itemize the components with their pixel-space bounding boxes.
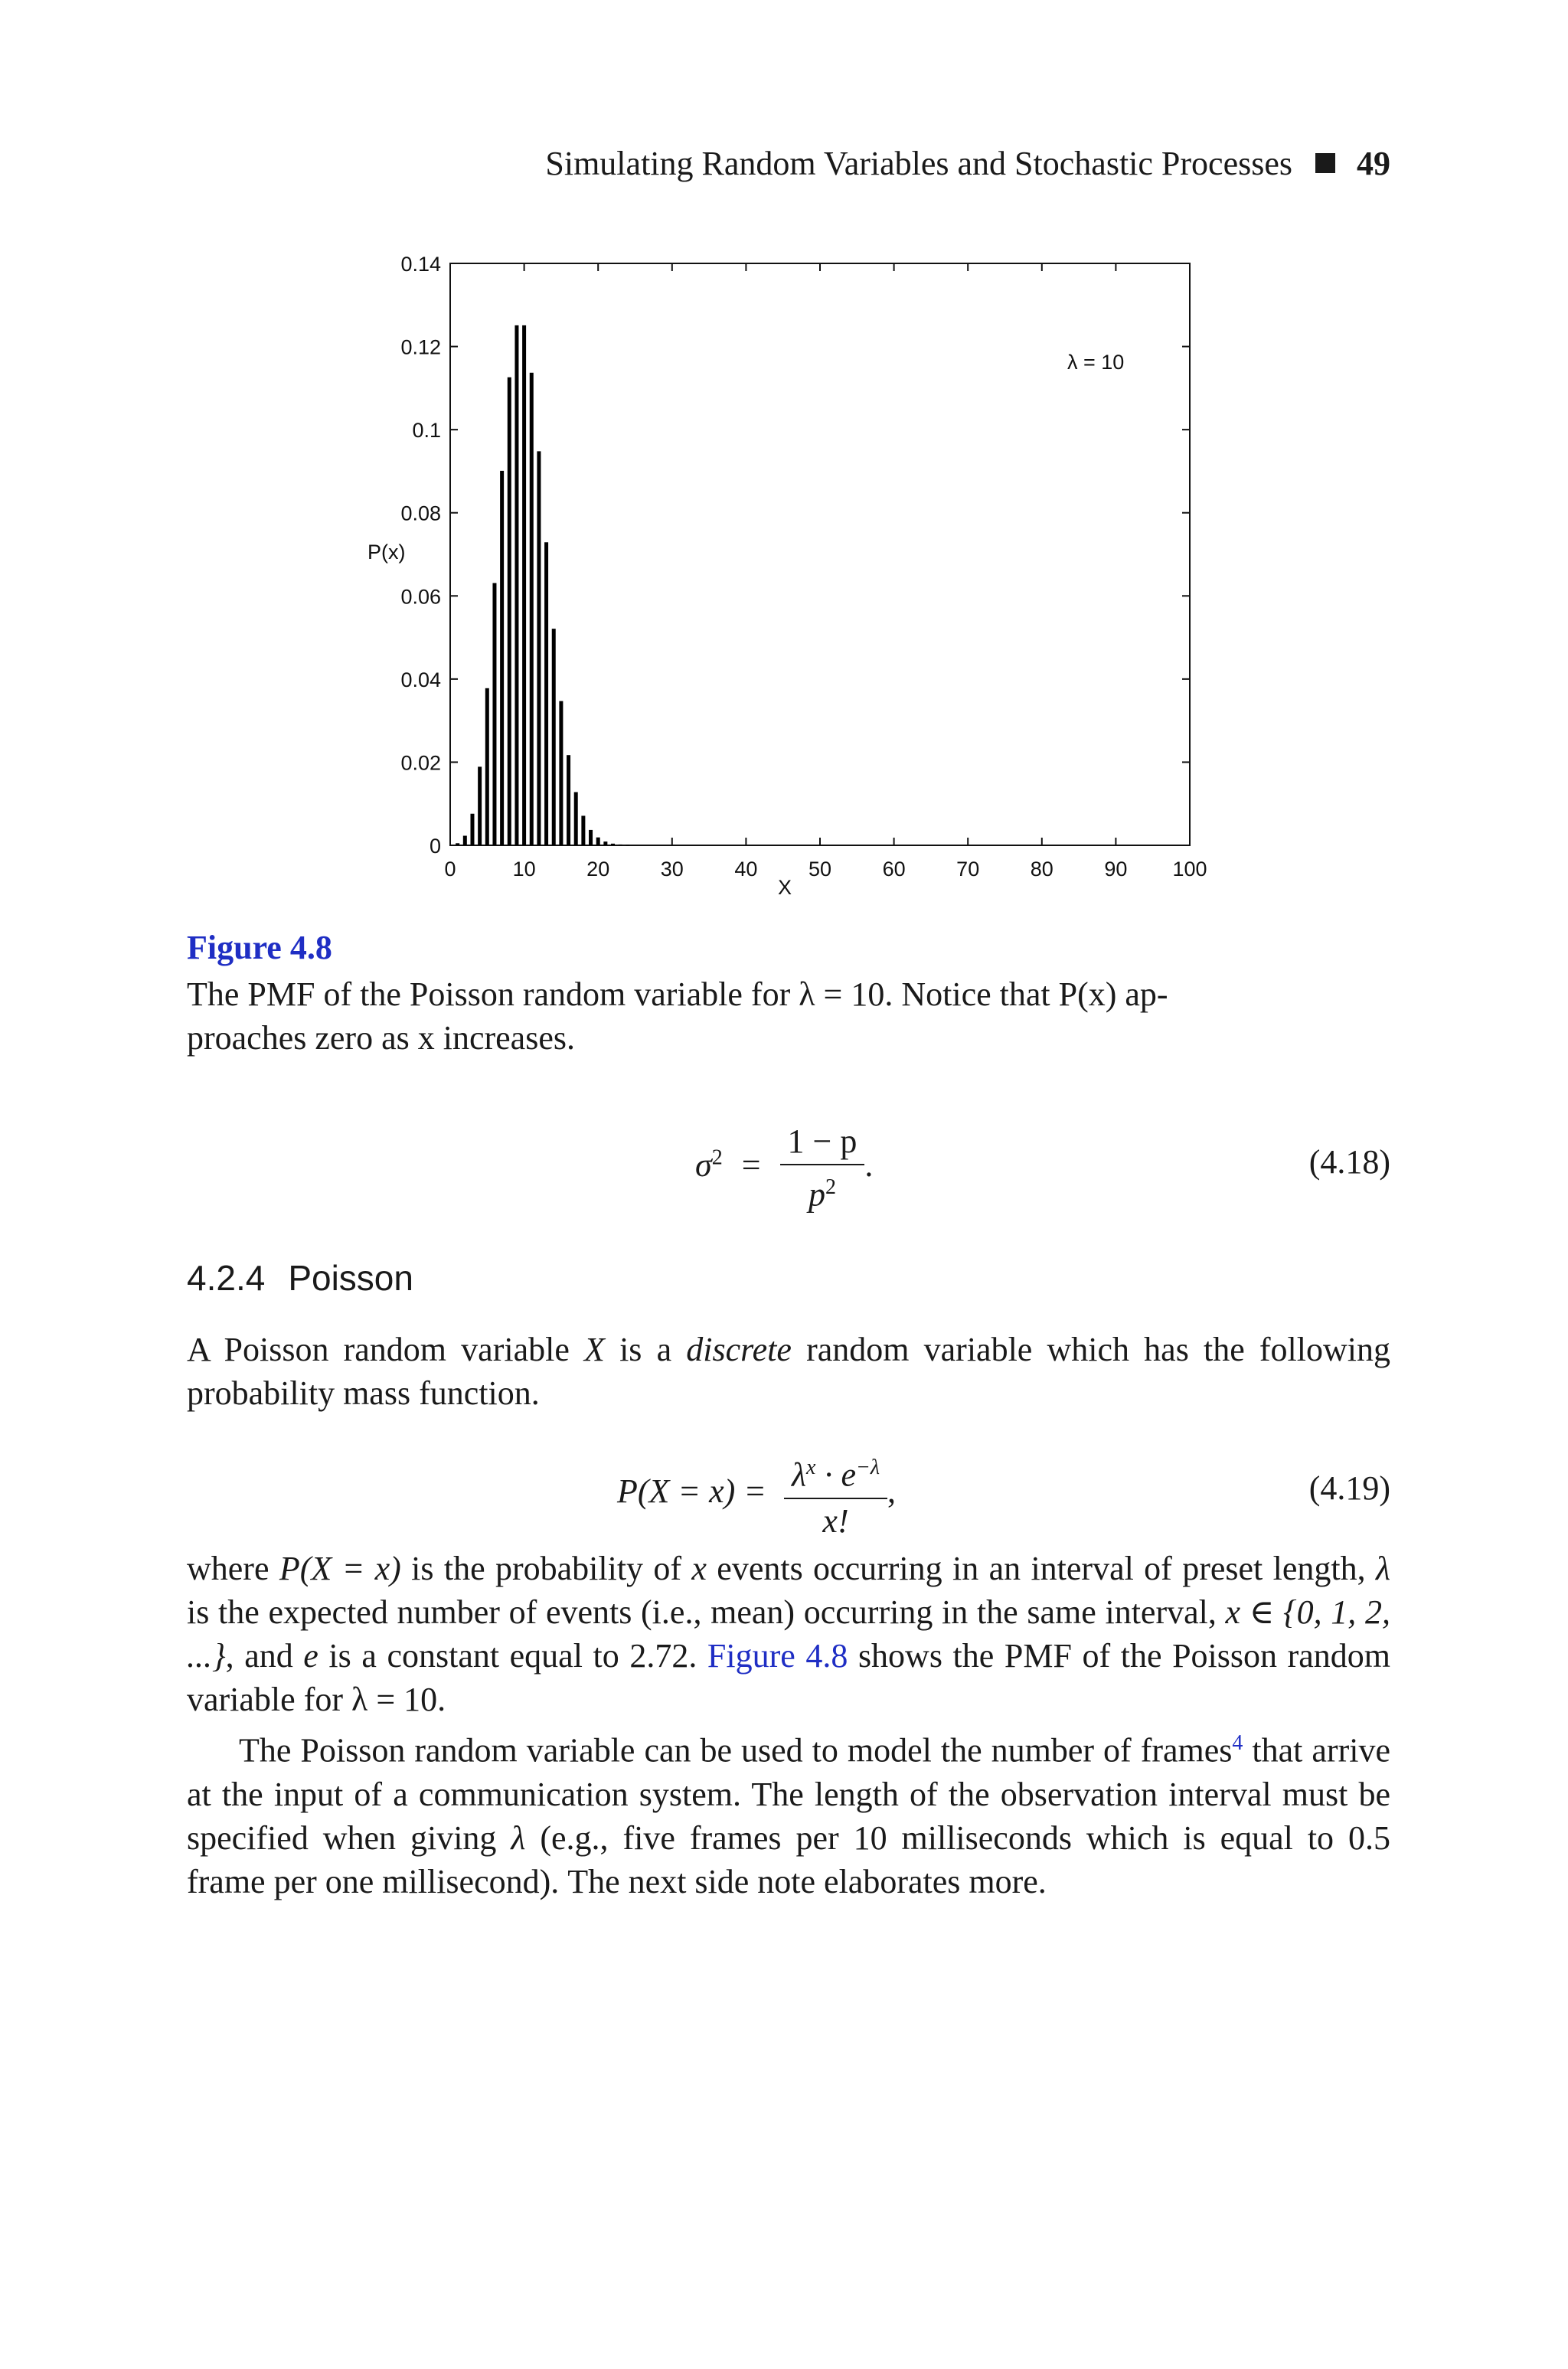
axis-tick-labels <box>400 253 1207 881</box>
eq419-sup-neg-lambda: −λ <box>856 1456 880 1479</box>
x-tick-label: 60 <box>882 858 906 881</box>
x-tick-label: 100 <box>1172 858 1207 881</box>
p2-var-e: e <box>303 1637 318 1675</box>
y-axis-label: P(x) <box>368 541 406 564</box>
bar <box>456 843 459 845</box>
figure-4-8-link[interactable]: Figure 4.8 <box>707 1637 848 1675</box>
p2-text-c: events occurring in an interval of preset length, <box>706 1550 1376 1587</box>
p2-var-x: x <box>691 1550 707 1587</box>
eq419-fraction <box>784 1446 887 1544</box>
eq419-num-mid: · e <box>815 1456 857 1494</box>
caption-line-2: proaches zero as x increases. <box>187 1019 575 1057</box>
x-tick-label: 50 <box>808 858 832 881</box>
bar <box>581 815 585 845</box>
y-tick-label: 0 <box>429 835 441 858</box>
y-tick-label: 0.04 <box>400 668 441 691</box>
eq419-number: (4.19) <box>1308 1469 1390 1507</box>
poisson-pmf-chart <box>0 0 1568 919</box>
x-tick-label: 0 <box>444 858 456 881</box>
figure-caption <box>187 972 1390 1060</box>
p2-text-f: is a constant equal to 2.72. <box>318 1637 707 1675</box>
eq418-lhs: σ <box>695 1145 712 1184</box>
bar <box>500 471 504 845</box>
bar <box>574 792 578 845</box>
eq419-trail: , <box>887 1472 897 1510</box>
figure-label: Figure 4.8 <box>187 929 332 966</box>
section-heading <box>187 1257 413 1299</box>
bar <box>530 373 534 845</box>
p1-text-b: is a <box>604 1331 687 1368</box>
x-tick-label: 10 <box>512 858 536 881</box>
eq418-fraction <box>780 1119 865 1217</box>
bar <box>589 830 593 845</box>
x-tick-label: 70 <box>956 858 980 881</box>
p1-var-x: X <box>584 1331 605 1368</box>
x-tick-label: 40 <box>734 858 758 881</box>
eq418-trail: . <box>864 1145 874 1184</box>
p3-text-b: that arrive at the input of a communication system. The length of the observation interval must be specified when giving <box>187 1731 1390 1857</box>
y-tick-label: 0.14 <box>400 253 441 276</box>
section-title: Poisson <box>288 1258 413 1298</box>
bar <box>596 838 600 845</box>
bar <box>559 701 563 845</box>
running-head-title: Simulating Random Variables and Stochastic Processes <box>545 145 1292 182</box>
p3-text-a: The Poisson random variable can be used to model the number of frames <box>239 1731 1233 1769</box>
y-tick-label: 0.1 <box>412 419 441 443</box>
footnote-4-link[interactable]: 4 <box>1232 1731 1243 1755</box>
x-axis-label: X <box>778 876 792 899</box>
p2-text-g: shows the PMF of the Poisson random variable for λ = 10. <box>187 1637 1390 1718</box>
bar <box>552 629 556 845</box>
eq419-lhs: P(X = x) = <box>617 1472 766 1510</box>
bar <box>478 766 482 845</box>
page-number: 49 <box>1357 145 1390 182</box>
lambda-annotation: λ = 10 <box>1067 351 1125 374</box>
p2-text-a: where <box>187 1550 279 1587</box>
y-tick-label: 0.02 <box>400 751 441 775</box>
eq419-numerator <box>784 1446 887 1499</box>
bar <box>522 325 526 845</box>
bar <box>492 583 496 845</box>
bar <box>611 844 615 845</box>
eq418-lhs-sup: 2 <box>711 1145 723 1170</box>
bar <box>537 451 541 845</box>
eq418-den-base: p <box>808 1175 825 1214</box>
paragraph-1 <box>187 1328 1390 1415</box>
eq418-equals: = <box>741 1145 761 1184</box>
p2-text-b: is the probability of <box>400 1550 692 1587</box>
p3-lambda: λ <box>511 1818 526 1857</box>
bar <box>567 755 570 845</box>
eq418-den-sup: 2 <box>825 1175 836 1199</box>
bar <box>514 325 518 845</box>
p1-text-c: random variable which has the following probability mass function. <box>187 1331 1390 1412</box>
x-tick-label: 90 <box>1104 858 1128 881</box>
bar <box>485 688 489 845</box>
eq419-denominator <box>822 1499 848 1544</box>
y-tick-label: 0.12 <box>400 335 441 359</box>
eq419-den: x! <box>822 1501 849 1540</box>
bar <box>603 841 607 845</box>
eq418-numerator: 1 − p <box>780 1119 865 1165</box>
p2-lambda: λ <box>1375 1550 1390 1587</box>
bar <box>470 814 474 845</box>
bar <box>544 542 548 845</box>
p2-text-d: is the expected number of events (i.e., mean) occurring in the same interval, <box>187 1593 1226 1631</box>
y-tick-label: 0.08 <box>400 502 441 525</box>
x-tick-label: 80 <box>1030 858 1054 881</box>
paragraph-3 <box>187 1721 1390 1903</box>
bar <box>463 836 467 845</box>
eq418-number: (4.18) <box>1308 1143 1390 1181</box>
eq419-lambda: λ <box>791 1456 807 1494</box>
bar <box>508 377 511 845</box>
eq419-sup-x: x <box>806 1456 816 1479</box>
x-tick-label: 30 <box>660 858 684 881</box>
p2-set: x ∈ {0, 1, 2, ...} <box>187 1593 1390 1675</box>
p3-text-c: (e.g., five frames per 10 milliseconds which is equal to 0.5 frame per one millisecond). The next side note elaborates more. <box>187 1818 1390 1900</box>
bars <box>456 325 629 846</box>
p1-emphasis: discrete <box>686 1331 792 1368</box>
p2-text-e: , and <box>225 1637 304 1675</box>
paragraph-2 <box>187 1547 1390 1721</box>
y-tick-label: 0.06 <box>400 585 441 609</box>
section-number: 4.2.4 <box>187 1258 266 1298</box>
p2-expr: P(X = x) <box>279 1550 401 1587</box>
p1-text-a: A Poisson random variable <box>187 1331 585 1368</box>
caption-line-1: The PMF of the Poisson random variable for λ = 10. Notice that P(x) ap- <box>187 975 1168 1013</box>
x-tick-label: 20 <box>586 858 610 881</box>
eq418-denominator <box>808 1165 836 1217</box>
